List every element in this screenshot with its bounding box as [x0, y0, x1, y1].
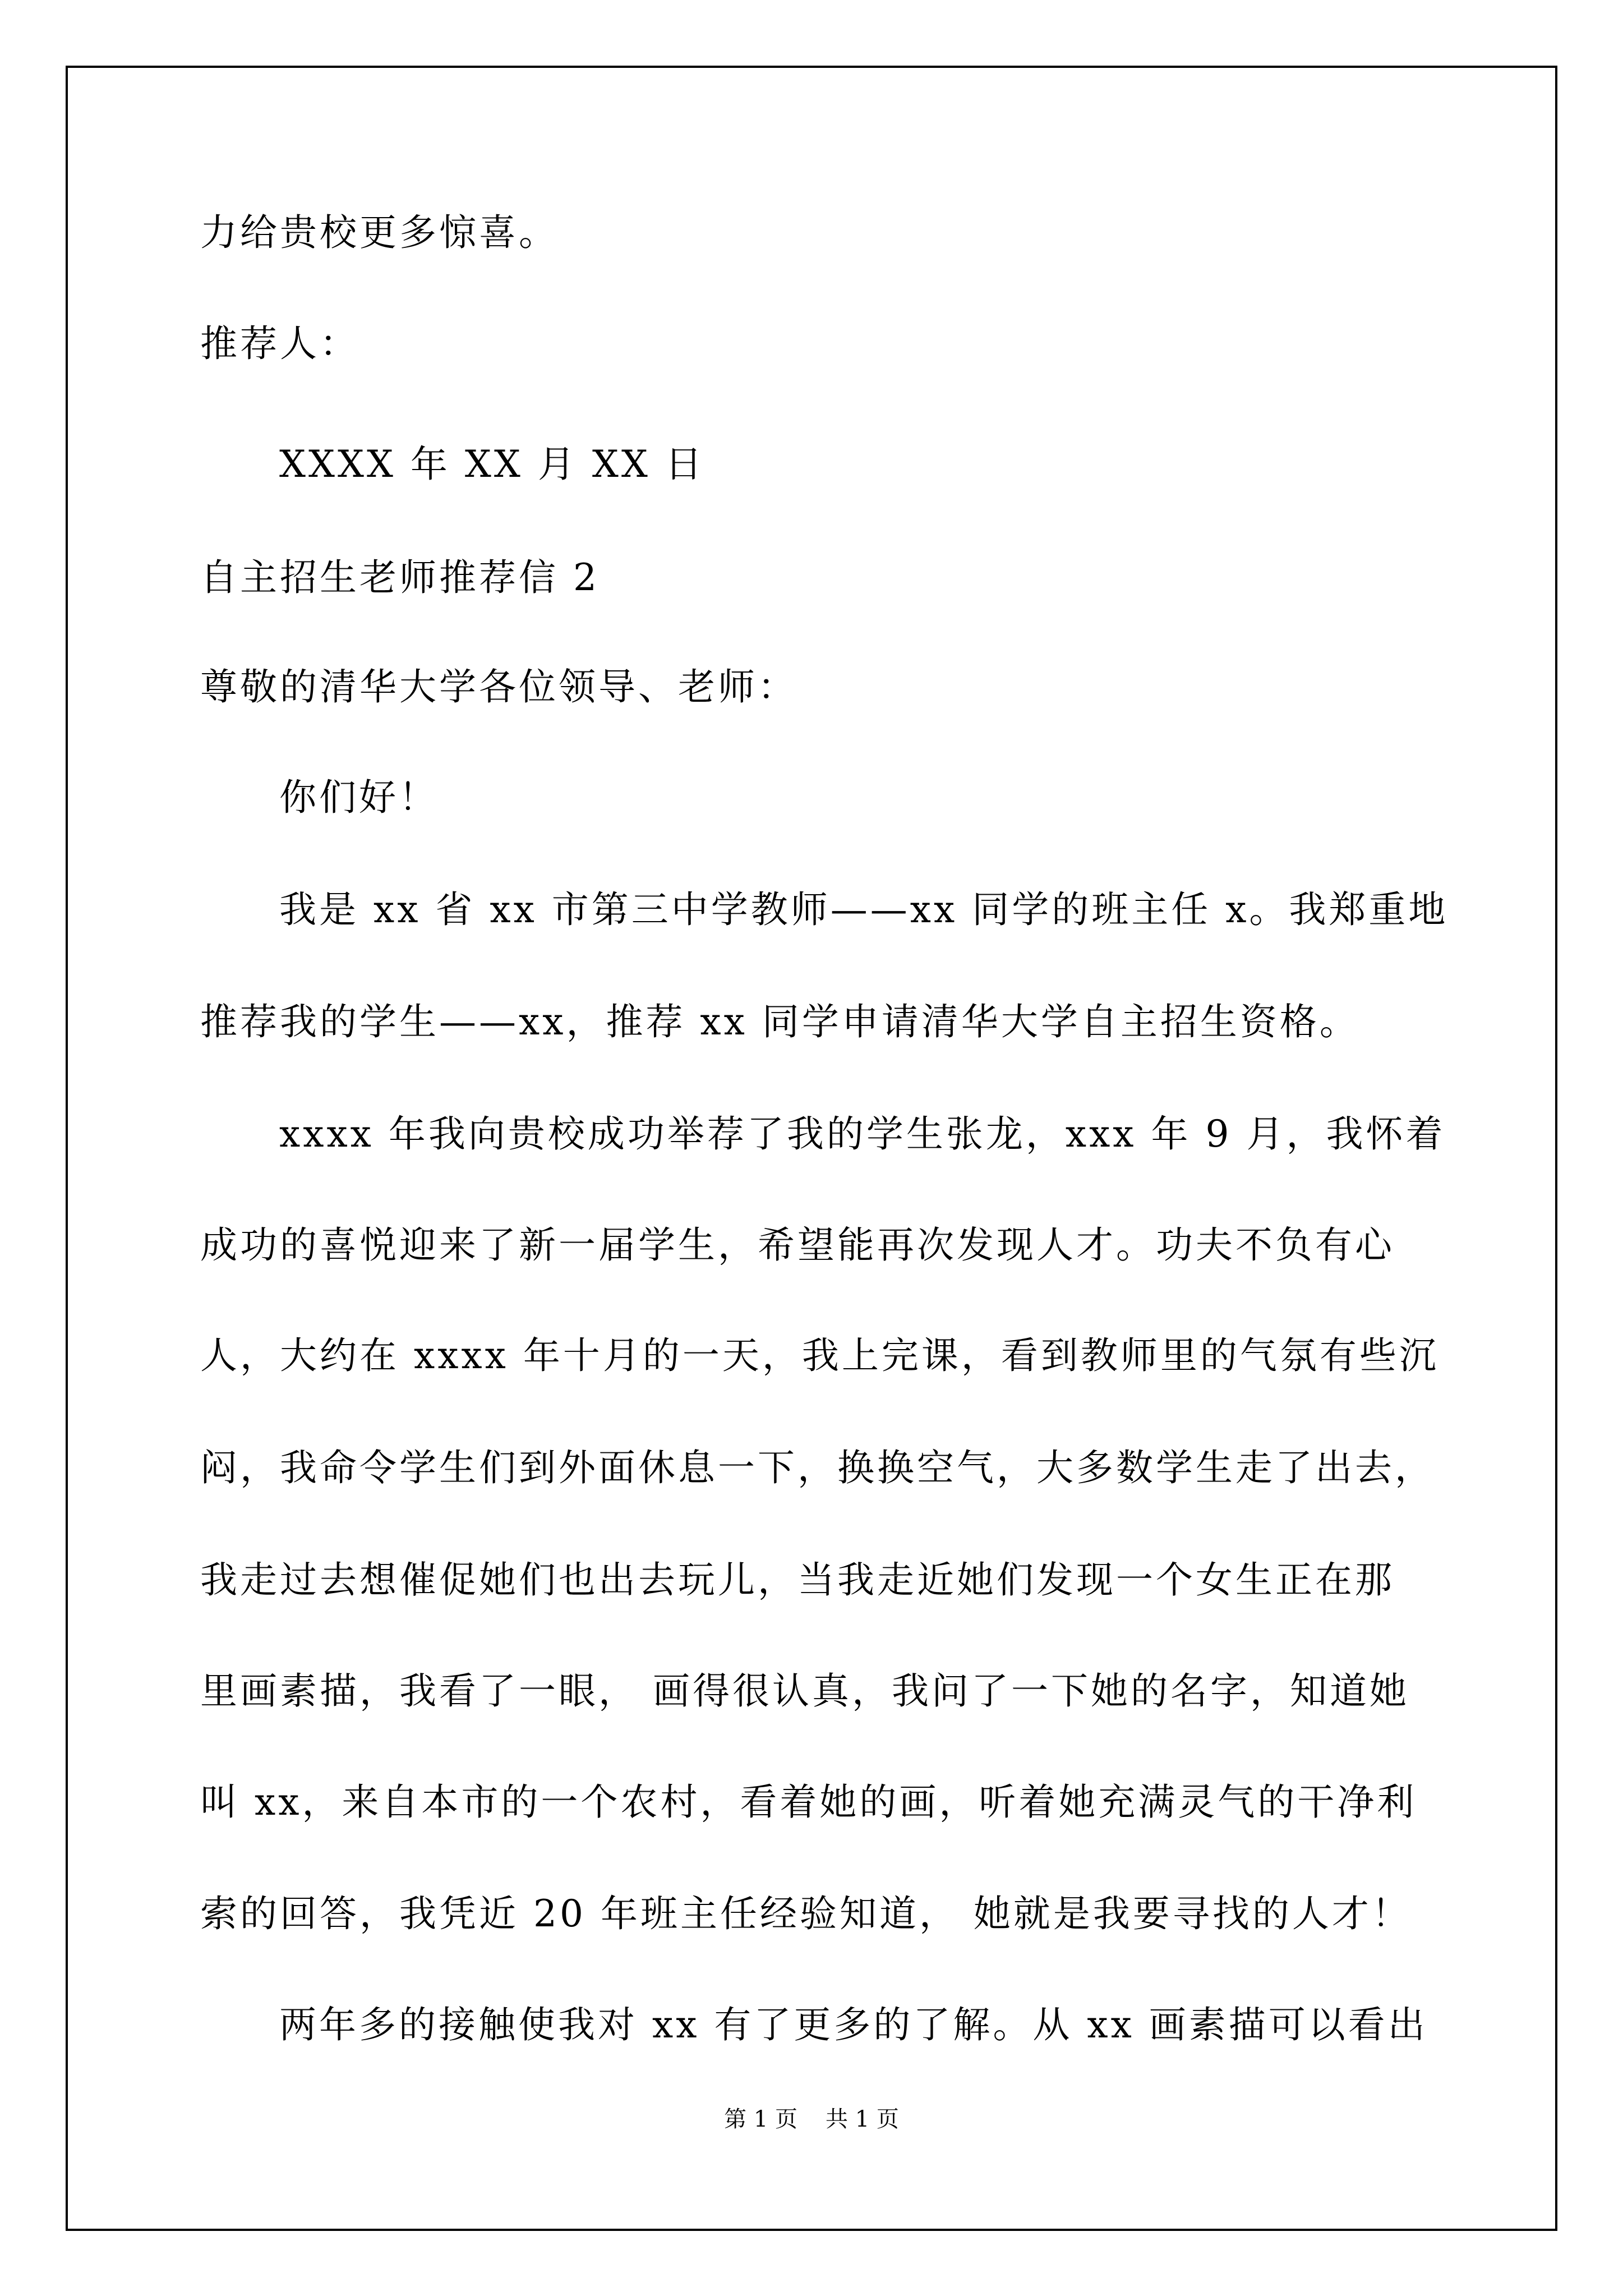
greeting: 你们好！ — [279, 776, 439, 819]
date-line: XXXX 年 XX 月 XX 日 — [279, 443, 705, 486]
text-line: 我是 xx 省 xx 市第三中学教师——xx 同学的班主任 x。我郑重地 — [279, 888, 1449, 931]
letter-title: 自主招生老师推荐信 2 — [200, 556, 600, 599]
page-footer — [0, 2102, 1623, 2136]
page-total: 共 1 页 — [826, 2106, 899, 2132]
text-line: xxxx 年我向贵校成功举荐了我的学生张龙，xxx 年 9 月，我怀着 — [279, 1112, 1446, 1156]
text-line: 闷，我命令学生们到外面休息一下，换换空气，大多数学生走了出去， — [200, 1446, 1435, 1489]
text-line: 我走过去想催促她们也出去玩儿，当我走近她们发现一个女生正在那 — [200, 1558, 1395, 1602]
page-number: 第 1 页 — [724, 2106, 797, 2132]
text-line: 力给贵校更多惊喜。 — [200, 211, 559, 254]
text-line: 索的回答，我凭近 20 年班主任经验知道， 她就是我要寻找的人才！ — [200, 1892, 1412, 1935]
text-line: 推荐我的学生——xx，推荐 xx 同学申请清华大学自主招生资格。 — [200, 1000, 1359, 1043]
text-line: 成功的喜悦迎来了新一届学生，希望能再次发现人才。功夫不负有心 — [200, 1223, 1395, 1267]
text-line: 两年多的接触使我对 xx 有了更多的了解。从 xx 画素描可以看出 — [279, 2003, 1428, 2046]
salutation: 尊敬的清华大学各位领导、老师： — [200, 665, 797, 708]
text-line: 人，大约在 xxxx 年十月的一天，我上完课，看到教师里的气氛有些沉 — [200, 1334, 1439, 1377]
text-line: 推荐人： — [200, 322, 359, 365]
text-line: 里画素描，我看了一眼， 画得很认真，我问了一下她的名字，知道她 — [200, 1669, 1409, 1713]
text-line: 叫 xx，来自本市的一个农村，看着她的画，听着她充满灵气的干净利 — [200, 1780, 1417, 1824]
